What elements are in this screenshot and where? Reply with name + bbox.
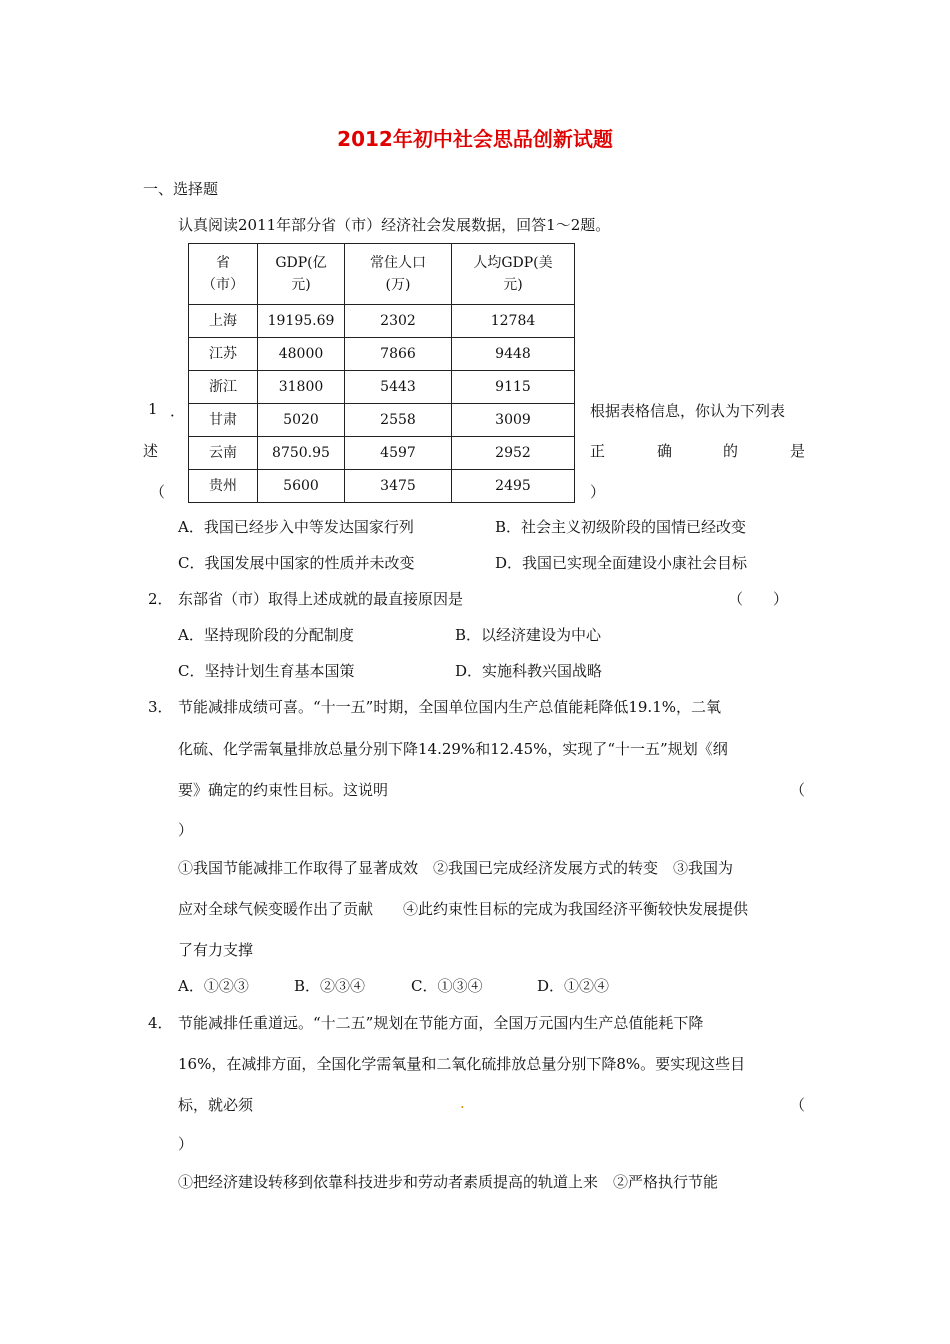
table-cell: 2558 <box>345 404 452 437</box>
table-cell: 9448 <box>452 338 575 371</box>
table-header-cell: 省 （市） <box>189 244 258 305</box>
table-cell: 2952 <box>452 437 575 470</box>
q4-line: 标，就必须 <box>178 1096 254 1114</box>
table-cell: 12784 <box>452 305 575 338</box>
q2-answer-paren: （ ） <box>728 590 789 608</box>
q3-item-line: 应对全球气候变暖作出了贡献 ④此约束性目标的完成为我国经济平衡较快发展提供 <box>178 900 749 918</box>
table-header-cell: 人均GDP(美 元) <box>452 244 575 305</box>
q1-option-c: C．我国发展中国家的性质并未改变 <box>178 554 415 572</box>
q3-line: 节能减排成绩可喜。“十一五”时期，全国单位国内生产总值能耗降低19.1%，二氧 <box>178 698 721 716</box>
q1-text-char: 确 <box>657 442 673 460</box>
table-header-cell: GDP(亿 元) <box>258 244 345 305</box>
q3-line: 要》确定的约束性目标。这说明 <box>178 781 389 799</box>
q1-left-paren: （ <box>150 483 166 501</box>
table-row <box>189 338 575 371</box>
table-cell: 4597 <box>345 437 452 470</box>
page-title: 2012年初中社会思品创新试题 <box>337 127 613 151</box>
q1-option-a: A．我国已经步入中等发达国家行列 <box>178 518 414 536</box>
q3-option-c: C．①③④ <box>411 977 483 995</box>
table-row <box>189 305 575 338</box>
q2-option-a: A．坚持现阶段的分配制度 <box>178 626 354 644</box>
table-cell: 3009 <box>452 404 575 437</box>
q3-number: 3． <box>148 698 173 716</box>
table-cell: 9115 <box>452 371 575 404</box>
q1-option-b: B．社会主义初级阶段的国情已经改变 <box>495 518 747 536</box>
q3-option-b: B．②③④ <box>294 977 366 995</box>
table-cell: 48000 <box>258 338 345 371</box>
table-cell: 5020 <box>258 404 345 437</box>
q2-option-c: C．坚持计划生育基本国策 <box>178 662 355 680</box>
q1-text-char: 是 <box>790 442 806 460</box>
q4-mark-dot: . <box>460 1094 465 1112</box>
table-cell: 2495 <box>452 470 575 503</box>
table-cell: 5600 <box>258 470 345 503</box>
q1-right-paren: ） <box>590 483 606 501</box>
q3-item-line: 了有力支撑 <box>178 941 254 959</box>
q2-option-d: D．实施科教兴国战略 <box>455 662 603 680</box>
q2-option-b: B．以经济建设为中心 <box>455 626 602 644</box>
table-cell: 5443 <box>345 371 452 404</box>
table-cell: 2302 <box>345 305 452 338</box>
q3-paren-close: ） <box>178 821 194 839</box>
table-cell: 浙江 <box>189 371 258 404</box>
q3-option-a: A．①②③ <box>178 977 249 995</box>
table-cell: 31800 <box>258 371 345 404</box>
q4-paren-open: （ <box>790 1096 806 1114</box>
q4-item-line: ①把经济建设转移到依靠科技进步和劳动者素质提高的轨道上来 ②严格执行节能 <box>178 1173 719 1191</box>
q1-text-char: 的 <box>723 442 739 460</box>
q1-text-char: 正 <box>590 442 606 460</box>
q1-dot: ． <box>170 402 186 420</box>
table-row <box>189 437 575 470</box>
q2-number: 2． <box>148 590 173 608</box>
q1-option-d: D．我国已实现全面建设小康社会目标 <box>495 554 748 572</box>
q3-paren-open: （ <box>790 781 806 799</box>
q3-item-line: ①我国节能减排工作取得了显著成效 ②我国已完成经济发展方式的转变 ③我国为 <box>178 859 734 877</box>
table-cell: 贵州 <box>189 470 258 503</box>
table-header-cell: 常住人口 (万) <box>345 244 452 305</box>
table-cell: 3475 <box>345 470 452 503</box>
q1-left-word: 述 <box>143 442 159 460</box>
data-table <box>188 243 575 503</box>
table-row <box>189 371 575 404</box>
table-header-row <box>189 244 575 305</box>
table-cell: 甘肃 <box>189 404 258 437</box>
q3-option-d: D．①②④ <box>537 977 610 995</box>
table-cell: 江苏 <box>189 338 258 371</box>
table-cell: 云南 <box>189 437 258 470</box>
table-row <box>189 470 575 503</box>
table-row <box>189 404 575 437</box>
q4-line: 节能减排任重道远。“十二五”规划在节能方面，全国万元国内生产总值能耗下降 <box>178 1014 704 1032</box>
table-cell: 上海 <box>189 305 258 338</box>
intro-text: 认真阅读2011年部分省（市）经济社会发展数据，回答1～2题。 <box>178 216 611 234</box>
table-cell: 7866 <box>345 338 452 371</box>
q1-text: 根据表格信息，你认为下列表 <box>590 402 786 420</box>
q4-line: 16%，在减排方面，全国化学需氧量和二氧化硫排放总量分别下降8%。要实现这些目 <box>178 1055 746 1073</box>
q1-number: 1 <box>148 400 158 418</box>
table-cell: 19195.69 <box>258 305 345 338</box>
q2-text: 东部省（市）取得上述成就的最直接原因是 <box>178 590 464 608</box>
q3-line: 化硫、化学需氧量排放总量分别下降14.29%和12.45%，实现了“十一五”规划《纲 <box>178 740 728 758</box>
q4-number: 4． <box>148 1014 173 1032</box>
section-heading: 一、选择题 <box>143 180 219 198</box>
table-cell: 8750.95 <box>258 437 345 470</box>
q4-paren-close: ） <box>178 1135 194 1153</box>
